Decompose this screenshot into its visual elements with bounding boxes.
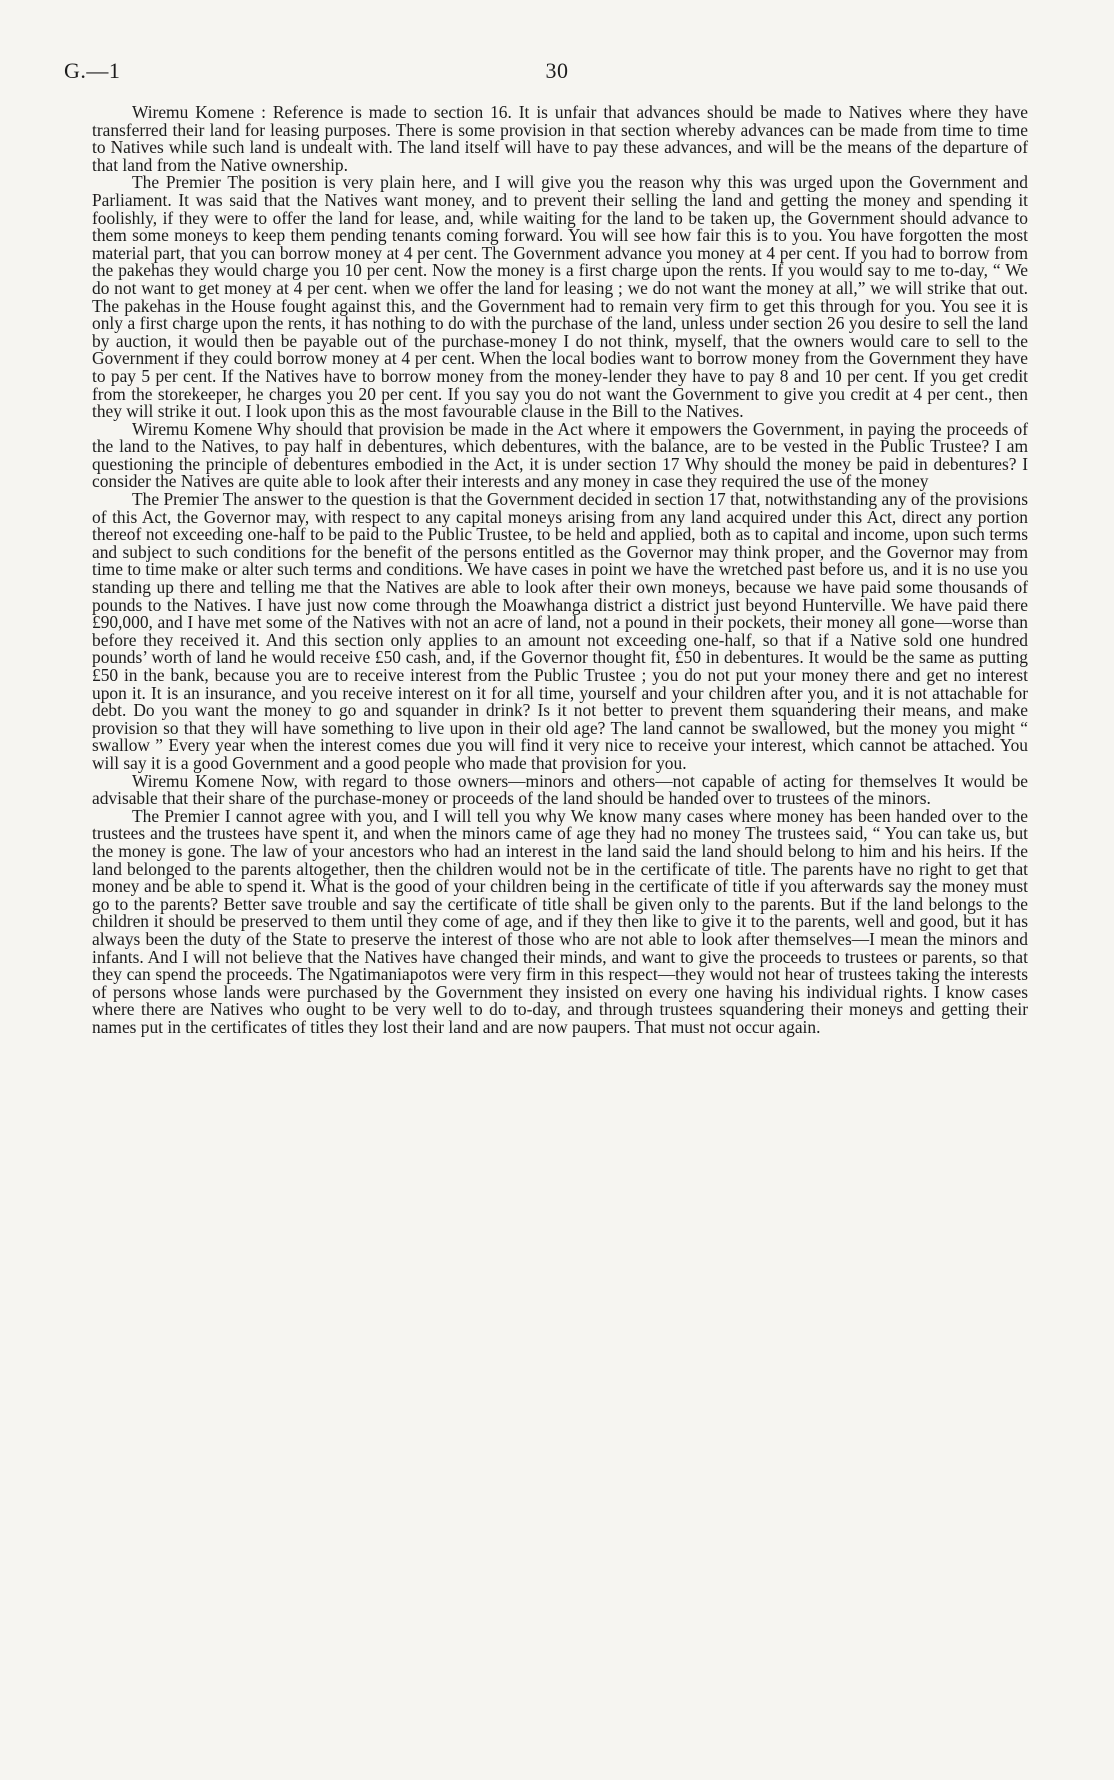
body-text — [92, 104, 1028, 1036]
paragraph: The Premier The answer to the question is that the Government decided in section 17 that, notwithstanding any of the provisions of this Act, the Governor may, with respect to any capital moneys arising from any land acquired under this Act, direct any portion thereof not exceeding one-half to be paid to the Public Trustee, to be held and applied, both as to capital and income, upon such terms and subject to such conditions for the benefit of the persons entitled as the Governor may think proper, and the Governor may from time to time make or alter such terms and conditions. We have cases in point we have the wretched past before us, and it is no use you standing up there and telling me that the Natives are able to look after their own moneys, because we have paid some thousands of pounds to the Natives. I have just now come through the Moawhanga district a district just beyond Hunterville. We have paid there £90,000, and I have met some of the Natives with not an acre of land, not a pound in their pockets, their money all gone—worse than before they received it. And this section only applies to an amount not exceeding one-half, so that if a Native sold one hundred pounds’ worth of land he would receive £50 cash, and, if the Governor thought fit, £50 in debentures. It would be the same as putting £50 in the bank, because you are to receive interest from the Public Trustee ; you do not put your money there and get no interest upon it. It is an insurance, and you receive interest on it for all time, yourself and your children after you, and it is not attachable for debt. Do you want the money to go and squander in drink? Is it not better to prevent them squandering their means, and make provision so that they will have something to live upon in their old age? The land cannot be swallowed, but the money you might “ swallow ” Every year when the interest comes due you will find it very nice to receive your interest, which cannot be attached. You will say it is a good Government and a good people who made that provision for you. — [92, 489, 1028, 773]
page-header — [64, 58, 1050, 90]
paragraph: The Premier I cannot agree with you, and I will tell you why We know many cases where money has been handed over to the trustees and the trustees have spent it, and when the minors came of age they had no money The trustees said, “ You can take us, but the money is gone. The law of your ancestors who had an interest in the land said the land should belong to him and his heirs. If the land belonged to the parents altogether, then the children would not be in the certificate of title. The parents have no right to get that money and be able to spend it. What is the good of your children being in the certificate of title if you afterwards say the money must go to the parents? Better save trouble and say the certificate of title shall be given only to the parents. But if the land belongs to the children it should be preserved to them until they come of age, and if they then like to give it to the parents, well and good, but it has always been the duty of the State to preserve the interest of those who are not able to look after themselves—I mean the minors and infants. And I will not believe that the Natives have changed their minds, and want to give the proceeds to trustees or parents, so that they can spend the proceeds. The Ngatimaniapotos were very firm in this respect—they would not hear of trustees taking the interests of persons whose lands were purchased by the Government they insisted on every one having his individual rights. I know cases where there are Natives who ought to be very well to do to-day, and through trustees squandering their moneys and getting their names put in the certificates of titles they lost their land and are now paupers. That must not occur again. — [92, 805, 1028, 1037]
document-reference: G.—1 — [64, 58, 121, 83]
paragraph: Wiremu Komene Why should that provision be made in the Act where it empowers the Government, in paying the proceeds of the land to the Natives, to pay half in debentures, which debentures, with the balance, are to be vested in the Public Trustee? I am questioning the principle of debentures embodied in the Act, it is under section 17 Why should the money be paid in debentures? I consider the Natives are quite able to look after their interests and any money in case they required the use of the money — [92, 418, 1028, 492]
paragraph: Wiremu Komene : Reference is made to section 16. It is unfair that advances should be made to Natives where they have transferred their land for leasing purposes. There is some provision in that section whereby advances can be made from time to time to Natives while such land is undealt with. The land itself will have to pay these advances, and will be the means of the departure of that land from the Native ownership. — [92, 102, 1028, 175]
paragraph: The Premier The position is very plain here, and I will give you the reason why this was urged upon the Government and Parliament. It was said that the Natives want money, and to prevent their selling the land and getting the money and spending it foolishly, if they were to offer the land for lease, and, while waiting for the land to be taken up, the Government should advance to them some moneys to keep them pending tenants coming forward. You will see how fair this is to you. You have forgotten the most material part, that you can borrow money at 4 per cent. The Government advance you money at 4 per cent. If you had to borrow from the pakehas they would charge you 10 per cent. Now the money is a first charge upon the rents. If you would say to me to-day, “ We do not want to get money at 4 per cent. when we offer the land for leasing ; we do not want the money at all,” we will strike that out. The pakehas in the House fought against this, and the Government had to remain very firm to get this through for you. You see it is only a first charge upon the rents, it has nothing to do with the purchase of the land, unless under section 26 you desire to sell the land by auction, it would then be payable out of the purchase-money I do not think, myself, that the owners would care to sell to the Government if they could borrow money at 4 per cent. When the local bodies want to borrow money from the Government they have to pay 5 per cent. If the Natives have to borrow money from the money-lender they have to pay 8 and 10 per cent. If you get credit from the storekeeper, he charges you 20 per cent. If you say you do not want the Government to give you credit at 4 per cent., then they will strike it out. I look upon this as the most favourable clause in the Bill to the Natives. — [92, 172, 1028, 422]
paragraph: Wiremu Komene Now, with regard to those owners—minors and others—not capable of acting for themselves It would be advisable that their share of the purchase-money or proceeds of the land should be handed over to trustees of the minors. — [92, 770, 1028, 809]
page-number: 30 — [545, 58, 569, 83]
